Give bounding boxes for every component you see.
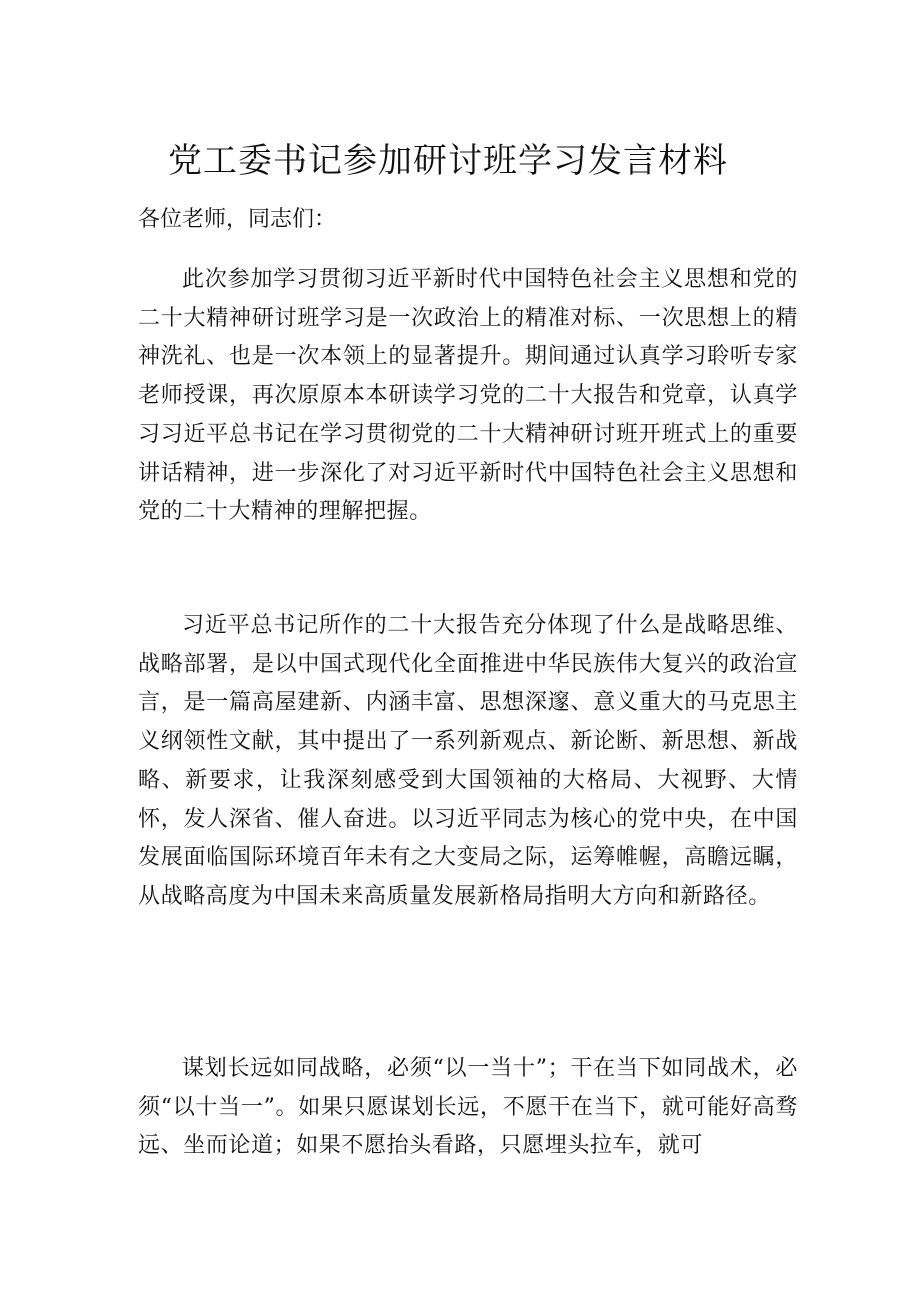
paragraph-1: 此次参加学习贯彻习近平新时代中国特色社会主义思想和党的二十大精神研讨班学习是一次政治上的精准对标、一次思想上的精神洗礼、也是一次本领上的显著提升。期间通过认真学习聆听专家老师授课，再次原原本本研读学习党的二十大报告和党章，认真学习习近平总书记在学习贯彻党的二十大精神研讨班开班式上的重要讲话精神，进一步深化了对习近平新时代中国特色社会主义思想和党的二十大精神的理解把握。 xyxy=(138,267,798,525)
paragraph-2: 习近平总书记所作的二十大报告充分体现了什么是战略思维、战略部署，是以中国式现代化全面推进中华民族伟大复兴的政治宣言，是一篇高屋建新、内涵丰富、思想深邃、意义重大的马克思主义纲领性文献，其中提出了一系列新观点、新论断、新思想、新战略、新要求，让我深刻感受到大国领袖的大格局、大视野、大情怀，发人深省、催人奋进。以习近平同志为核心的党中央，在中国发展面临国际环境百年未有之大变局之际，运筹帷幄，高瞻远瞩，从战略高度为中国未来高质量发展新格局指明大方向和新路径。 xyxy=(138,613,798,909)
salutation: 各位老师，同志们： xyxy=(138,207,337,232)
paragraph-3: 谋划长远如同战略，必须“以一当十”；干在当下如同战术，必须“以十当一”。如果只愿谋划长远，不愿干在当下，就可能好高骛远、坐而论道；如果不愿抬头看路，只愿埋头拉车，就可 xyxy=(138,1056,798,1159)
document-title: 党工委书记参加研讨班学习发言材料 xyxy=(168,141,728,181)
